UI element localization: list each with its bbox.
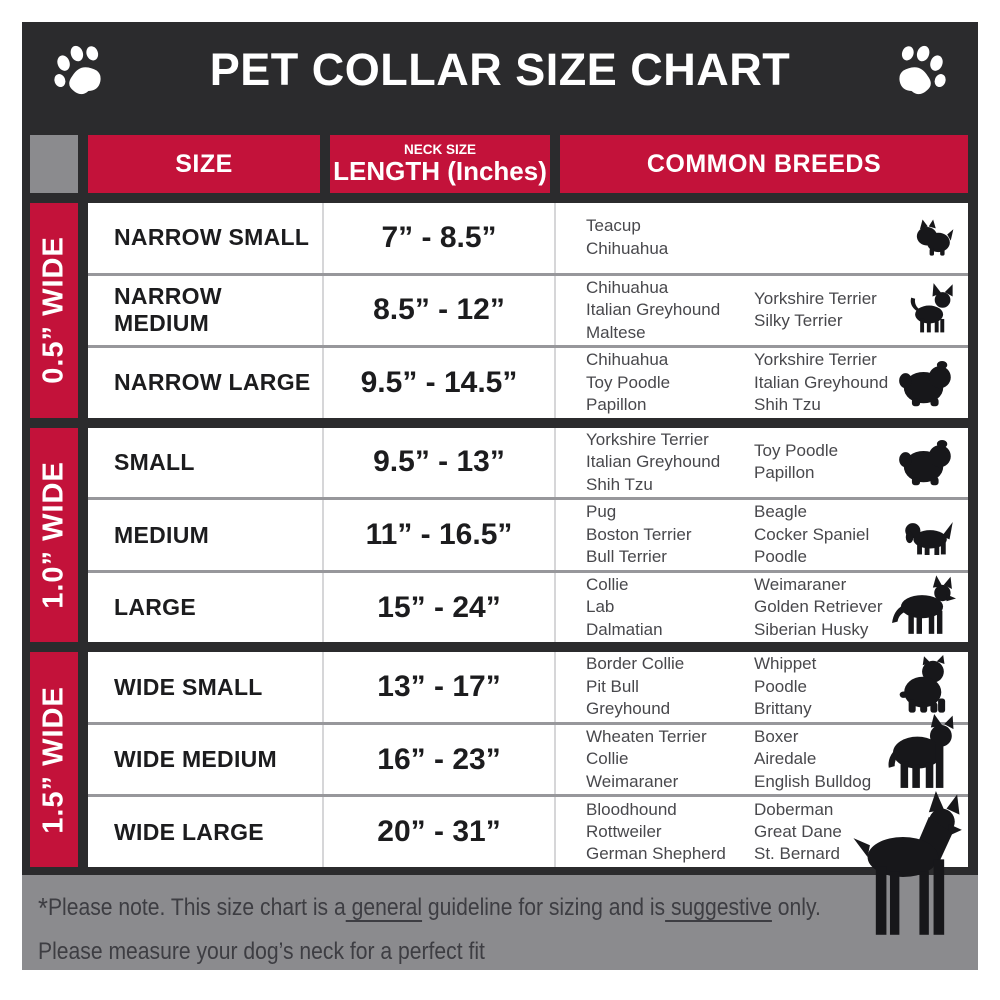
size-cell: LARGE (88, 573, 324, 643)
breed-name: Lab (586, 597, 615, 617)
beagle-icon (902, 508, 956, 562)
breeds-column-1 (586, 429, 754, 496)
column-header-size: SIZE (88, 135, 320, 193)
breed-name: Whippet (754, 654, 817, 674)
footnote (22, 875, 978, 970)
breeds-cell (556, 652, 968, 722)
breeds-column-1 (586, 574, 754, 641)
width-group-band (30, 428, 78, 643)
size-cell: WIDE MEDIUM (88, 725, 324, 795)
breed-name: Italian Greyhound (754, 372, 889, 392)
breed-name: Boston Terrier (586, 524, 692, 544)
table-row (88, 273, 968, 346)
table-row (88, 722, 968, 795)
breeds-cell (556, 348, 968, 418)
table-row (88, 794, 968, 867)
breed-name: Chihuahua (586, 277, 669, 297)
breed-name: Toy Poodle (754, 441, 839, 461)
breed-name: Weimaraner (586, 771, 679, 791)
neck-length-label: LENGTH (Inches) (333, 156, 547, 187)
breed-name: Pit Bull (586, 676, 639, 696)
breed-name: Collie (586, 749, 629, 769)
german-shepherd-icon (888, 574, 956, 642)
footnote-line-2: Please measure your dog’s neck for a perfect fit (38, 937, 485, 965)
neck-size-sublabel: NECK SIZE (403, 141, 476, 157)
breed-name: Maltese (586, 322, 646, 342)
breed-name: Golden Retriever (754, 597, 883, 617)
breeds-column-2 (754, 440, 904, 485)
title-bar (22, 22, 978, 117)
breeds-column-1 (586, 799, 754, 866)
doberman-icon (844, 791, 962, 956)
footnote-underlined: suggestive (665, 894, 772, 921)
breed-name: Collie (586, 574, 629, 594)
breeds-cell (556, 203, 968, 273)
breed-name: Weimaraner (754, 574, 847, 594)
size-table-body (30, 203, 968, 875)
breed-name: Pug (586, 502, 617, 522)
breeds-column-1 (586, 726, 754, 793)
breeds-column-2 (754, 288, 904, 333)
breed-name: Papillon (754, 463, 815, 483)
bulldog-icon (892, 655, 956, 719)
breed-name: Silky Terrier (754, 311, 843, 331)
breed-name: Shih Tzu (754, 395, 821, 415)
breed-name: Chihuahua (586, 238, 669, 258)
group-rows (88, 652, 968, 867)
table-row (88, 652, 968, 722)
breeds-column-1 (586, 349, 754, 416)
breed-name: Bull Terrier (586, 547, 667, 567)
yorkshire-terrier-icon (912, 216, 956, 260)
size-cell: NARROW LARGE (88, 348, 324, 418)
breed-name: Yorkshire Terrier (586, 429, 709, 449)
breeds-column-1 (586, 277, 754, 344)
breed-name: Great Dane (754, 822, 842, 842)
page-title: PET COLLAR SIZE CHART (209, 43, 791, 95)
breed-name: Toy Poodle (586, 372, 671, 392)
breed-name: Teacup (586, 216, 641, 236)
group-rows (88, 428, 968, 643)
breeds-cell (556, 500, 968, 570)
footnote-segment: Please note. This size chart is a (47, 894, 346, 921)
breeds-column-1 (586, 653, 754, 720)
breed-name: Brittany (754, 699, 812, 719)
breeds-column-2 (754, 501, 904, 568)
width-group (30, 428, 968, 643)
breeds-column-1 (586, 501, 754, 568)
footnote-underlined: general (345, 894, 423, 921)
breed-name: Chihuahua (586, 350, 669, 370)
breeds-column-2 (754, 349, 904, 416)
width-group-band (30, 652, 78, 867)
size-cell: WIDE LARGE (88, 797, 324, 867)
breed-name: Boxer (754, 727, 799, 747)
breeds-column-1 (586, 215, 754, 260)
pet-collar-size-chart (22, 22, 978, 970)
breed-name: Greyhound (586, 699, 671, 719)
shih-tzu-icon (898, 433, 956, 491)
breed-name: Wheaten Terrier (586, 727, 707, 747)
breed-name: Yorkshire Terrier (754, 288, 877, 308)
asterisk: * (38, 893, 48, 925)
width-group-label: 1.5” WIDE (37, 685, 70, 834)
width-group-label: 0.5” WIDE (37, 236, 70, 385)
size-cell: NARROW MEDIUM (88, 276, 324, 346)
breed-name: Dalmatian (586, 619, 663, 639)
width-group (30, 652, 968, 867)
breed-name: Cocker Spaniel (754, 524, 870, 544)
size-cell: SMALL (88, 428, 324, 498)
breed-name: Doberman (754, 799, 834, 819)
chihuahua-icon (900, 282, 956, 338)
breeds-cell (556, 428, 968, 498)
breeds-cell (556, 725, 968, 795)
table-header-row (30, 135, 968, 193)
neck-size-cell: 16” - 23” (324, 725, 556, 795)
size-cell: MEDIUM (88, 500, 324, 570)
footnote-segment: only. (771, 894, 821, 921)
header-gutter-cell (30, 135, 78, 193)
neck-size-cell: 15” - 24” (324, 573, 556, 643)
width-group-label: 1.0” WIDE (37, 461, 70, 609)
pit-bull-icon (872, 714, 956, 798)
width-group-band (30, 203, 78, 418)
table-row (88, 203, 968, 273)
breeds-cell (556, 276, 968, 346)
group-rows (88, 203, 968, 418)
table-row (88, 497, 968, 570)
table-row (88, 345, 968, 418)
breed-name: Bloodhound (586, 799, 677, 819)
column-header-breeds: COMMON BREEDS (560, 135, 968, 193)
size-table (22, 117, 978, 875)
breed-name: German Shepherd (586, 844, 726, 864)
breed-name: Poodle (754, 676, 807, 696)
breed-name: Rottweiler (586, 822, 662, 842)
breed-name: Italian Greyhound (586, 300, 721, 320)
table-row (88, 570, 968, 643)
width-group (30, 203, 968, 418)
size-cell: NARROW SMALL (88, 203, 324, 273)
breed-name: Siberian Husky (754, 619, 869, 639)
neck-size-cell: 11” - 16.5” (324, 500, 556, 570)
neck-size-cell: 20” - 31” (324, 797, 556, 867)
breeds-cell (556, 797, 968, 867)
breed-name: Papillon (586, 395, 647, 415)
paw-print-icon (887, 41, 950, 99)
footnote-text (38, 887, 865, 971)
column-header-neck (330, 135, 550, 193)
size-cell: WIDE SMALL (88, 652, 324, 722)
breeds-cell (556, 573, 968, 643)
neck-size-cell: 13” - 17” (324, 652, 556, 722)
neck-size-cell: 7” - 8.5” (324, 203, 556, 273)
breed-name: St. Bernard (754, 844, 840, 864)
shih-tzu-icon (898, 354, 956, 412)
neck-size-cell: 9.5” - 13” (324, 428, 556, 498)
neck-size-cell: 9.5” - 14.5” (324, 348, 556, 418)
breed-name: Shih Tzu (586, 474, 653, 494)
breed-name: Italian Greyhound (586, 452, 721, 472)
breeds-column-2 (754, 574, 904, 641)
neck-size-cell: 8.5” - 12” (324, 276, 556, 346)
breed-name: Border Collie (586, 654, 685, 674)
breed-name: Yorkshire Terrier (754, 350, 877, 370)
breed-name: English Bulldog (754, 771, 872, 791)
breed-name: Beagle (754, 502, 807, 522)
footnote-line-1 (38, 887, 865, 933)
breeds-column-2 (754, 653, 904, 720)
breed-name: Airedale (754, 749, 817, 769)
table-row (88, 428, 968, 498)
breed-name: Poodle (754, 547, 807, 567)
footnote-segment: guideline for sizing and is (422, 894, 666, 921)
